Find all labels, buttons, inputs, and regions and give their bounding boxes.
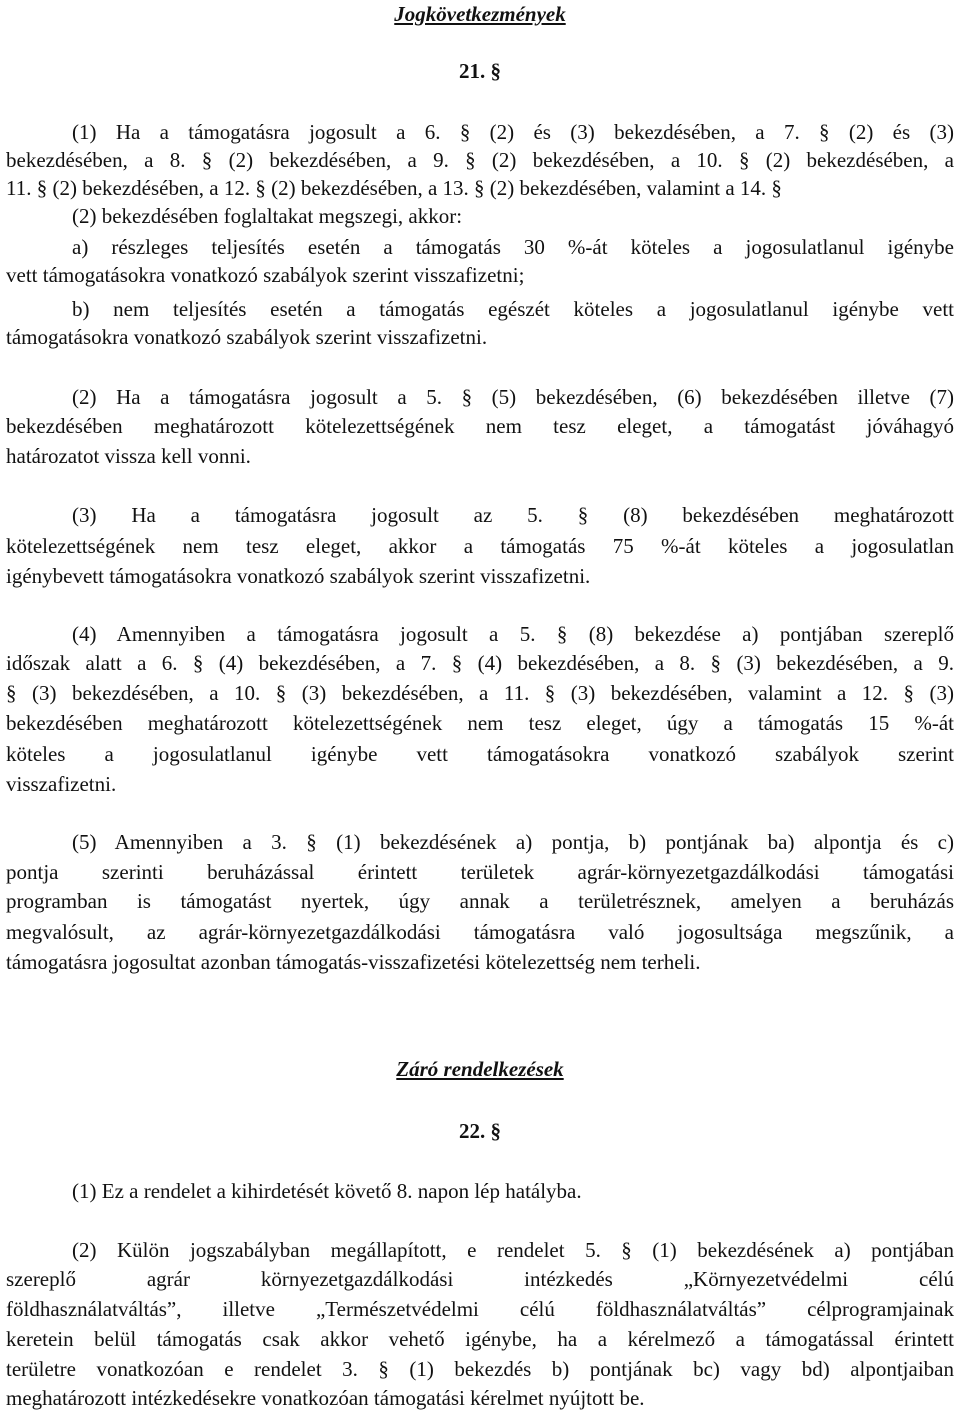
paragraph-line: keretein belül támogatás csak akkor vehető igénybe, ha a kérelmező a támogatással érintett: [6, 1327, 954, 1351]
paragraph-line: igénybevett támogatásokra vonatkozó szabályok szerint visszafizetni.: [6, 564, 591, 588]
paragraph-line: (2) Külön jogszabályban megállapított, e rendelet 5. § (1) bekezdésének a) pontjában: [72, 1238, 954, 1262]
paragraph-line: időszak alatt a 6. § (4) bekezdésében, a 7. § (4) bekezdésében, a 8. § (3) bekezdésében, a 9.: [6, 651, 954, 675]
paragraph-line: bekezdésében, a 8. § (2) bekezdésében, a 9. § (2) bekezdésében, a 10. § (2) bekezdésében, a: [6, 148, 954, 172]
paragraph-line: vett támogatásokra vonatkozó szabályok szerint visszafizetni;: [6, 263, 525, 287]
paragraph-line: meghatározott intézkedésekre vonatkozóan támogatási kérelmet nyújtott be.: [6, 1386, 645, 1410]
paragraph-line: szereplő agrár környezetgazdálkodási intézkedés „Környezetvédelmi célú: [6, 1267, 954, 1291]
paragraph-line: visszafizetni.: [6, 772, 117, 796]
paragraph-line: (2) bekezdésében foglaltakat megszegi, akkor:: [72, 204, 463, 228]
paragraph-line: programban is támogatást nyertek, úgy annak a területrésznek, amelyen a beruházás: [6, 889, 954, 913]
paragraph-line: (1) Ha a támogatásra jogosult a 6. § (2) és (3) bekezdésében, a 7. § (2) és (3): [72, 120, 954, 144]
section-heading: Záró rendelkezések: [396, 1057, 564, 1081]
paragraph-line: területre vonatkozóan e rendelet 3. § (1) bekezdés b) pontjának bc) vagy bd) alpontjaiban: [6, 1357, 954, 1381]
paragraph-line: (1) Ez a rendelet a kihirdetését követő 8. napon lép hatályba.: [72, 1179, 582, 1203]
section-heading: Jogkövetkezmények: [394, 2, 566, 26]
paragraph-line: b) nem teljesítés esetén a támogatás egészét köteles a jogosulatlanul igénybe vett: [72, 297, 954, 321]
paragraph-line: földhasználatváltás”, illetve „Természetvédelmi célú földhasználatváltás” célprogramjainak: [6, 1297, 954, 1321]
paragraph-line: határozatot vissza kell vonni.: [6, 444, 251, 468]
paragraph-line: bekezdésében meghatározott kötelezettségének nem tesz eleget, úgy a támogatás 15 %-át: [6, 711, 954, 735]
paragraph-line: megvalósult, az agrár-környezetgazdálkodási támogatásra való jogosultsága megszűnik, a: [6, 920, 954, 944]
paragraph-line: (4) Amennyiben a támogatásra jogosult a 5. § (8) bekezdése a) pontjában szereplő: [72, 622, 954, 646]
paragraph-line: bekezdésében meghatározott kötelezettségének nem tesz eleget, a támogatást jóváhagyó: [6, 414, 954, 438]
paragraph-line: (3) Ha a támogatásra jogosult az 5. § (8) bekezdésében meghatározott: [72, 503, 954, 527]
paragraph-line: a) részleges teljesítés esetén a támogatás 30 %-át köteles a jogosulatlanul igénybe: [72, 235, 954, 259]
section-number: 22. §: [459, 1119, 501, 1143]
paragraph-line: kötelezettségének nem tesz eleget, akkor a támogatás 75 %-át köteles a jogosulatlan: [6, 534, 954, 558]
paragraph-line: § (3) bekezdésében, a 10. § (3) bekezdésében, a 11. § (3) bekezdésében, valamint a 12. § (3): [6, 681, 954, 705]
paragraph-line: 11. § (2) bekezdésében, a 12. § (2) bekezdésében, a 13. § (2) bekezdésében, valamint a 14. §: [6, 176, 782, 200]
paragraph-line: (2) Ha a támogatásra jogosult a 5. § (5) bekezdésében, (6) bekezdésében illetve (7): [72, 385, 954, 409]
section-number: 21. §: [459, 59, 501, 83]
paragraph-line: köteles a jogosulatlanul igénybe vett támogatásokra vonatkozó szabályok szerint: [6, 742, 954, 766]
paragraph-line: (5) Amennyiben a 3. § (1) bekezdésének a) pontja, b) pontjának ba) alpontja és c): [72, 830, 954, 854]
paragraph-line: támogatásra jogosultat azonban támogatás-visszafizetési kötelezettség nem terheli.: [6, 950, 701, 974]
paragraph-line: pontja szerinti beruházással érintett területek agrár-környezetgazdálkodási támogatási: [6, 860, 954, 884]
paragraph-line: támogatásokra vonatkozó szabályok szerint visszafizetni.: [6, 325, 488, 349]
